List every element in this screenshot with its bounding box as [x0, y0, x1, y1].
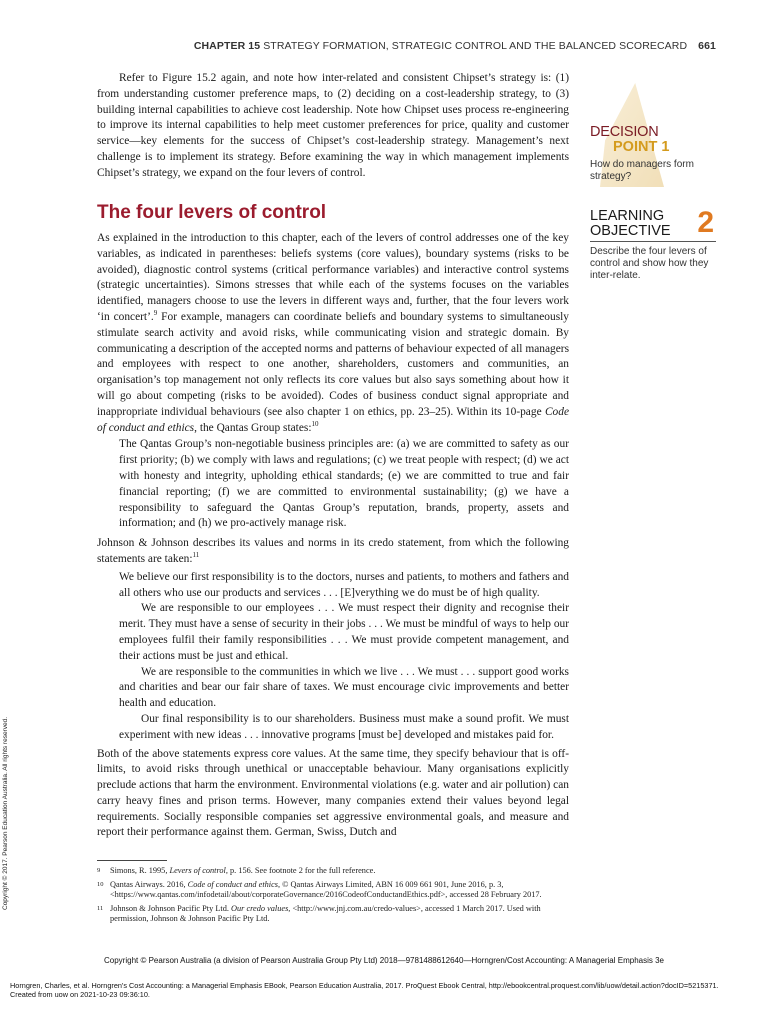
learning-label: LEARNING	[590, 208, 665, 224]
jj-extract-4: Our final responsibility is to our shareholders. Business must make a sound profit. We must experiment with new ideas . . . innovative programs [must be] developed and mistakes paid for.	[119, 712, 569, 741]
body-paragraph-1: As explained in the introduction to this chapter, each of the levers of control addresses one of the key variables, as indicated in parentheses: beliefs systems (core values), boundary systems (risks to be avoided), diagnostic control systems (critical performance variables) and interactive control systems (strategic uncertainties). Simons stresses that while each of the systems focuses on the variables identified, managers choose to use the levers in different ways and, further, that the four levers work ‘in concert’.$^9$ For example, managers can coordinate beliefs and boundary systems to simultaneously stimulate search activity and avoid risks, while communicating vision and strategic domain. By communicating a description of the accepted norms and patterns of behaviour expected of all managers and employees with respect to one another, shareholders, customers and communities, an organisation’s top management not only reflects its core values but also says something about how it will go about competing (risks to be avoided). Codes of business conduct signal appropriate and inappropriate individual behaviours (see also chapter 1 on ethics, pp. 23–25). Within its 10-page Code of conduct and ethics, the Qantas Group states:$^{10}$	[97, 232, 569, 434]
qantas-extract: The Qantas Group’s non-negotiable business principles are: (a) we are committed to safety as our first priority; (b) we comply with laws and regulations; (c) we treat people with respect; (d) we act with honesty and integrity, upholding ethical standards; (e) we are committed to true and fair financial reporting; (f) we are committed to environmental sustainability; (g) we have a responsibility to safeguard the Qantas Group’s reputation, brands, property, assets and information; and (h) we pro-actively manage risk.	[119, 438, 569, 530]
learning-objective	[590, 206, 720, 282]
intro-section	[97, 71, 569, 182]
section-heading: The four levers of control	[97, 202, 327, 223]
learning-objective-header	[590, 206, 716, 242]
footnote-ref-10[interactable]: 10	[311, 419, 319, 428]
footnote-ref-11[interactable]: 11	[192, 551, 200, 560]
jj-extract-3: We are responsible to the communities in which we live . . . We must . . . support good works and charities and bear our fair share of taxes. We must encourage civic improvements and better health and education.	[119, 665, 569, 710]
jj-extract-1: We believe our first responsibility is to the doctors, nurses and patients, to mothers and fathers and all others who use our products and services . . . [E]verything we do must be of high quality.	[119, 570, 569, 599]
page-number: 661	[698, 40, 716, 52]
objective-label: OBJECTIVE	[590, 223, 671, 239]
closing-paragraph: Both of the above statements express core values. At the same time, they specify behaviour that is off-limits, to avoid risks through unethical or unacceptable behaviour. Many organisations explicitly preclude actions that harm the environment. Environmental violations (e.g. water and air pollution) can carry heavy fines and prison terms. However, many companies extend their values beyond legal requirements. Socially responsible companies set aggressive environmental goals, and measure and report their performance against them. German, Swiss, Dutch and	[97, 747, 569, 839]
footnote-11: 11 Johnson & Johnson Pacific Pty Ltd. Our credo values, <http://www.jnj.com.au/credo-values>, accessed 1 March 2017. Used with permission, Johnson & Johnson Pacific Pty Ltd.	[97, 903, 541, 924]
created-from-line: Created from uow on 2021-10-23 09:36:10.	[10, 990, 150, 999]
footnote-9: 9 Simons, R. 1995, Levers of control, p. 156. See footnote 2 for the full reference.	[97, 866, 376, 875]
decision-point	[590, 125, 720, 183]
jj-extract-2: We are responsible to our employees . . . We must respect their dignity and recognise their merit. They must have a sense of security in their jobs . . . We must be mindful of ways to help our employees fulfil their family responsibilities . . . We must provide competent management, and their actions must be just and ethical.	[119, 602, 569, 662]
decision-label: DECISION	[590, 124, 659, 140]
footnote-ref-9[interactable]: 9	[153, 309, 158, 318]
ebook-citation	[10, 981, 760, 999]
decision-question: How do managers form strategy?	[590, 159, 694, 182]
bottom-copyright: Copyright © Pearson Australia (a division of Pearson Australia Group Pty Ltd) 2018—9781488612640—Horngren/Cost Accounting: A Managerial Emphasis 3e	[104, 956, 664, 965]
chapter-label: CHAPTER 15	[193, 40, 261, 52]
chapter-title: STRATEGY FORMATION, STRATEGIC CONTROL AND THE BALANCED SCORECARD	[263, 40, 688, 52]
footnote-10: 10 Qantas Airways. 2016, Code of conduct and ethics, © Qantas Airways Limited, ABN 16 009 661 901, June 2016, p. 3, <https://www.qantas.com/infodetail/about/corporateGovernance/2016CodeofConductandEthics.pdf>, accessed 28 February 2017.	[97, 879, 542, 900]
objective-number: 2	[697, 206, 714, 239]
running-head	[0, 40, 716, 52]
footnote-divider	[97, 860, 167, 861]
jj-intro-paragraph: Johnson & Johnson describes its values and norms in its credo statement, from which the following statements are taken:$^{11}$	[97, 537, 569, 565]
citation-line: Horngren, Charles, et al. Horngren's Cost Accounting: a Managerial Emphasis EBook, Pearson Education Australia, 2017. ProQuest Ebook Central, http://ebookcentral.proquest.com/lib/uow/detail.action?docID=5215371.	[10, 981, 719, 990]
decision-point-number: POINT 1	[613, 139, 670, 155]
body-section	[97, 231, 569, 841]
intro-paragraph: Refer to Figure 15.2 again, and note how inter-related and consistent Chipset’s strategy is: (1) from understanding customer preference maps, to (2) deciding on a cost-leadership strategy, to (3) building internal capabilities to achieve cost leadership. Note how Chipset uses process re-engineering to improve its internal capabilities to help meet customer preferences for price, quality and customer service—key elements for the success of Chipset’s cost-leadership strategy. Management’s next challenge is to implement its strategy. Before examining the way in which management implements Chipset’s strategy, we expand on the four levers of control.	[97, 72, 569, 179]
objective-description: Describe the four levers of control and show how they inter-relate.	[590, 246, 709, 281]
footnotes	[97, 866, 569, 928]
side-copyright: Copyright © 2017. Pearson Education Australia. All rights reserved.	[2, 716, 9, 910]
